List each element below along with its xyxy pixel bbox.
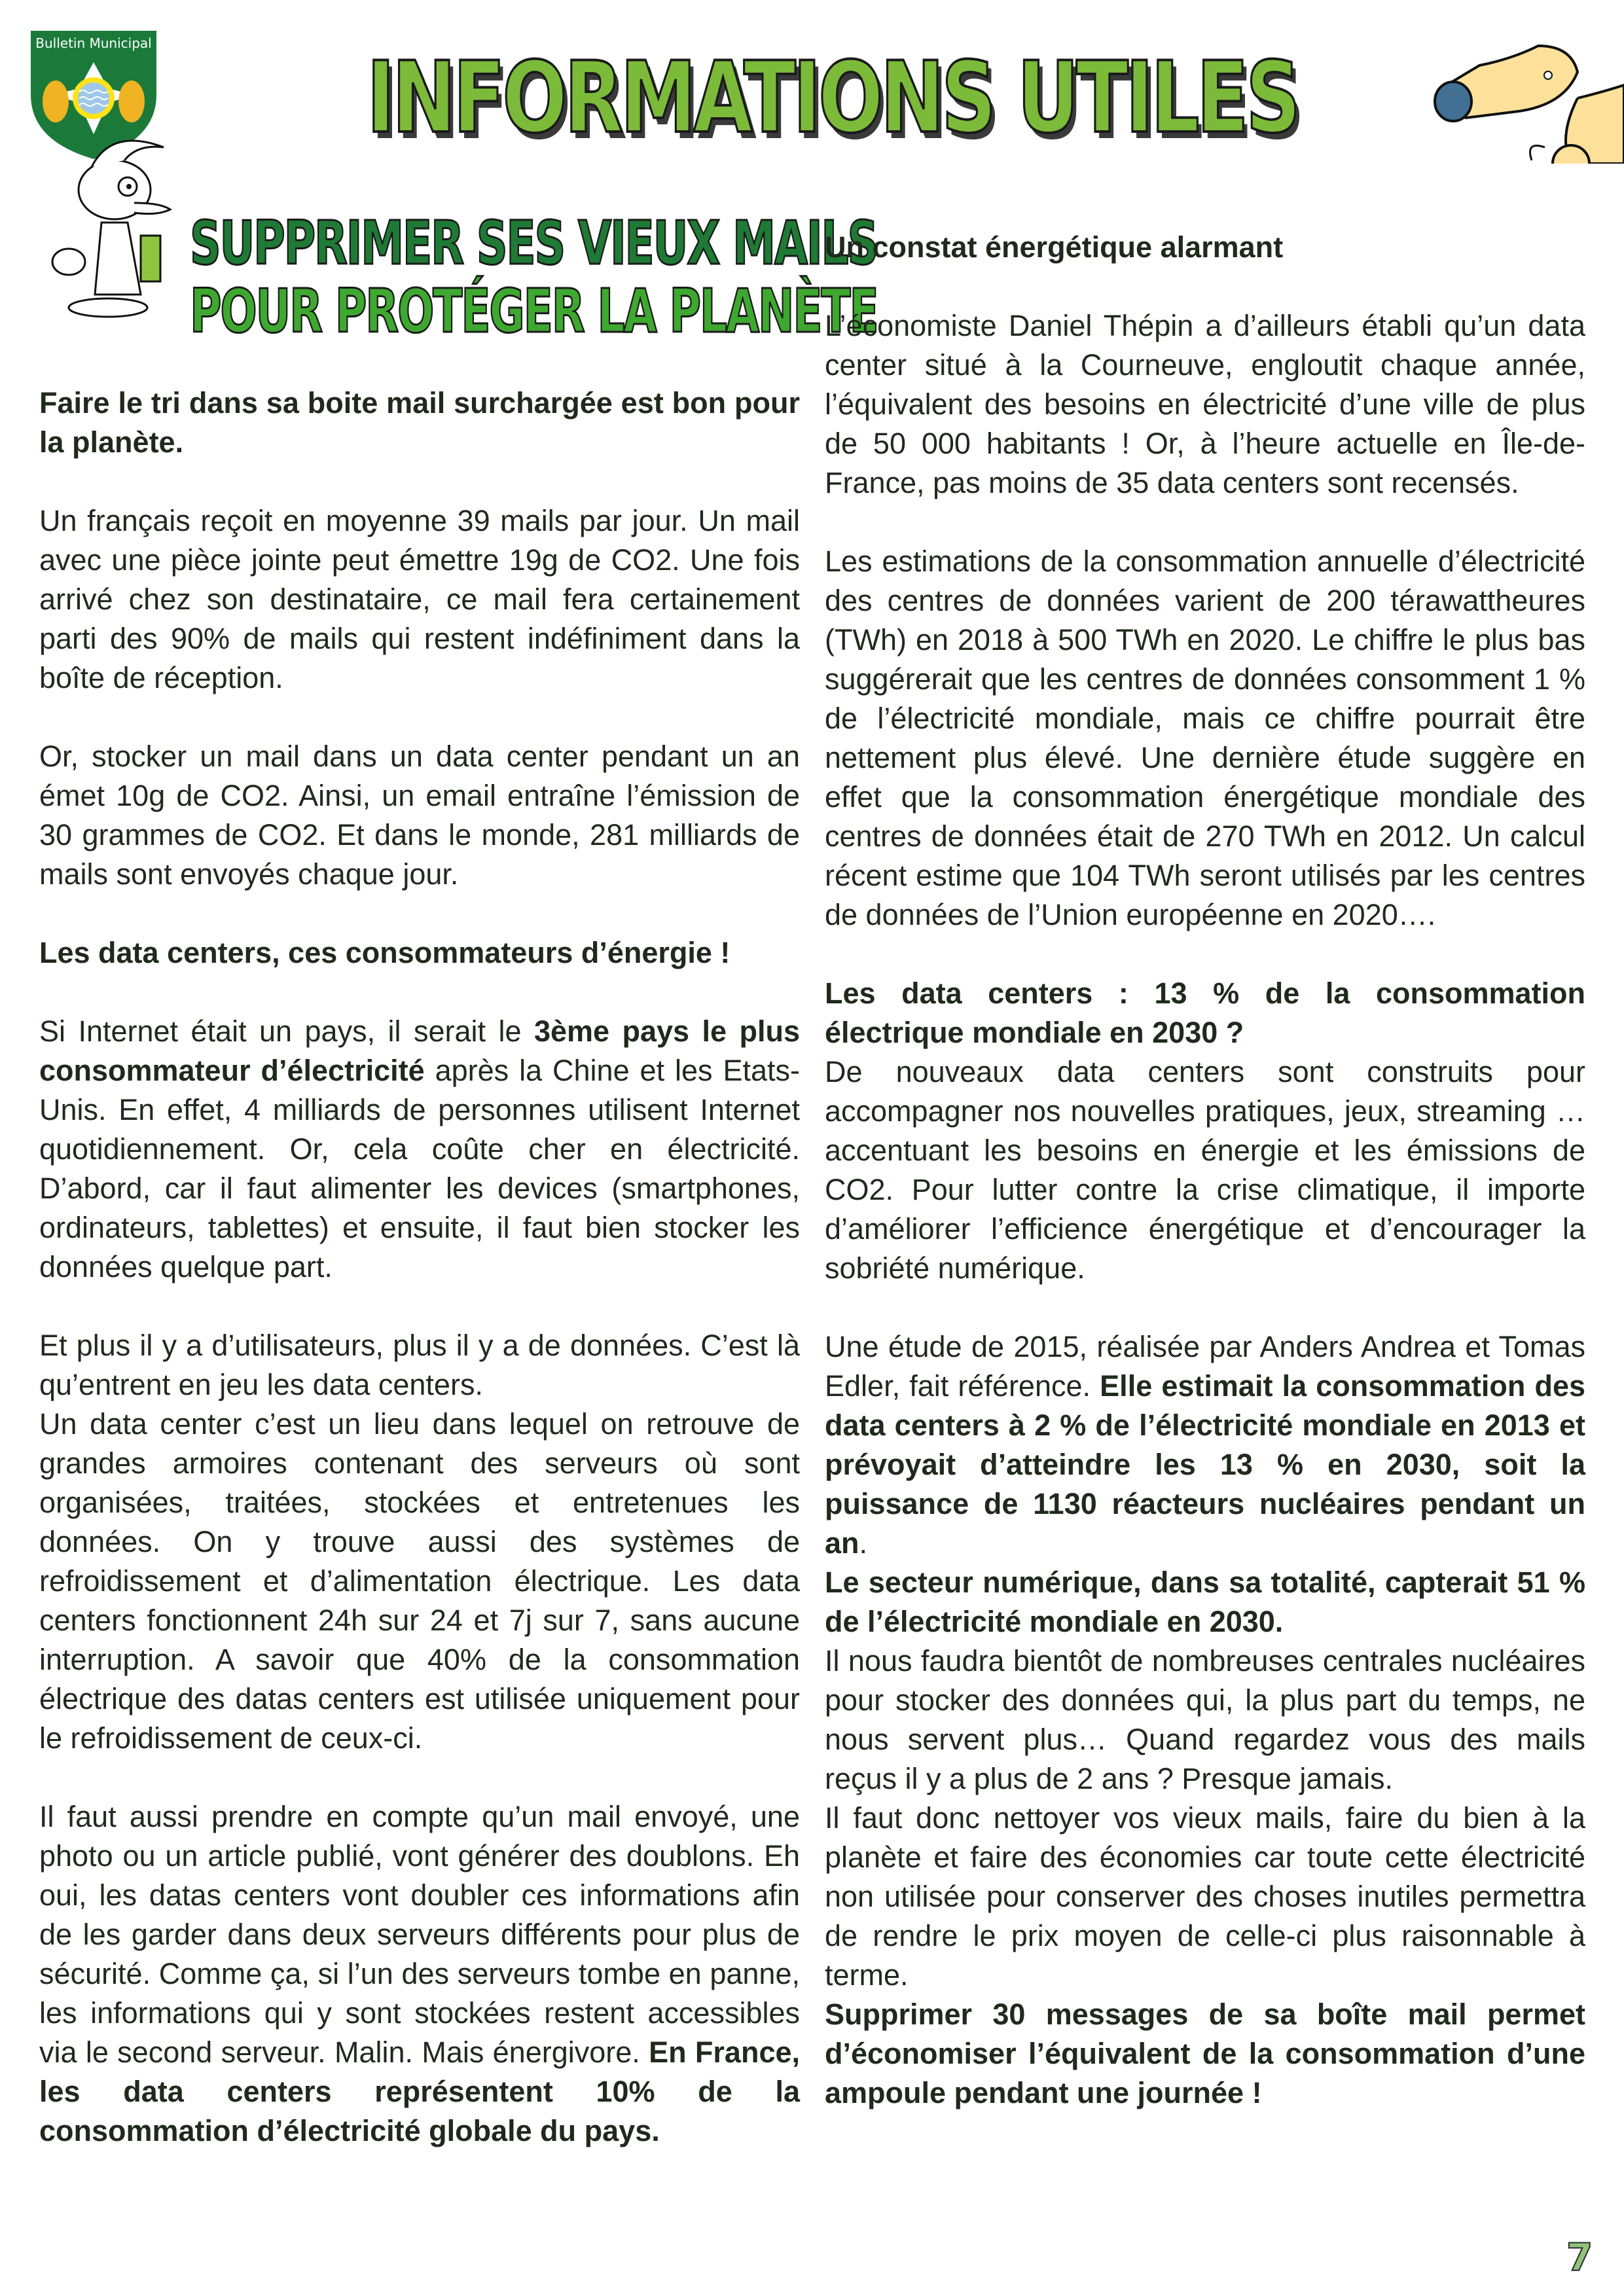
text-run: .: [859, 1526, 868, 1560]
left-column: [39, 384, 800, 2151]
section-heading: Les data centers, ces consommateurs d’énergie !: [39, 936, 731, 969]
page-number: 7: [1566, 2235, 1593, 2280]
highlight-paragraph: Le secteur numérique, dans sa totalité, capterait 51 % de l’électricité mondiale en 2030.: [825, 1566, 1585, 1638]
page-title: INFORMATIONS UTILES: [367, 41, 1298, 155]
bold-text-run: Elle estimait la consommation des data centers à 2 % de l’électricité mondiale en 2013 et prévoyait d’atteindre les 13 % en 2030, soit la puissance de 1130 réacteurs nucléaires pendant un an: [825, 1369, 1585, 1560]
paragraph: Un français reçoit en moyenne 39 mails par jour. Un mail avec une pièce jointe peut émettre 19g de CO2. Une fois arrivé chez son destinataire, ce mail fera certainement parti des 90% de mails qui restent indéfiniment dans la boîte de réception.: [39, 504, 800, 694]
text-run: Une étude de 2015, réalisée par Anders Andrea et Tomas Edler, fait référence.: [825, 1330, 1585, 1403]
paragraph: [825, 1327, 1585, 1563]
paragraph: Les estimations de la consommation annuelle d’électricité des centres de données varient de 200 térawattheures (TWh) en 2018 à 500 TWh en 2020. Le chiffre le plus bas suggérerait que les centres de données consomment 1 % de l’électricité mondiale, mais ce chiffre pourrait être nettement plus élevé. Une dernière étude suggère en effet que la consommation énergétique mondiale des centres de données était de 270 TWh en 2012. Un calcul récent estime que 104 TWh seront utilisés par les centres de données de l’Union européenne en 2020….: [825, 545, 1585, 931]
paragraph: Il nous faudra bientôt de nombreuses centrales nucléaires pour stocker des données qui, la plus part du temps, ne nous servent plus… Quand regardez vous des mails reçus il y a plus de 2 ans ? Presque jamais.: [825, 1644, 1585, 1795]
closing-highlight: Supprimer 30 messages de sa boîte mail permet d’économiser l’équivalent de la consommation d’une ampoule pendant une journée !: [825, 1998, 1585, 2109]
right-column: [825, 228, 1585, 2113]
text-run: Si Internet était un pays, il serait le: [39, 1014, 534, 1048]
article-title-line-2: POUR PROTÉGER LA PLANÈTE: [190, 276, 878, 346]
paragraph: Un data center c’est un lieu dans lequel on retrouve de grandes armoires contenant des serveurs où sont organisées, traitées, stockées et entretenues les données. On y trouve aussi des systèmes de refroidissement et d’alimentation électrique. Les data centers fonctionnent 24h sur 24 et 7j sur 7, sans aucune interruption. A savoir que 40% de la consommation électrique des datas centers est utilisée uniquement pour le refroidissement de ceux-ci.: [39, 1407, 800, 1755]
paragraph: [39, 1797, 800, 2151]
mascot-illustration: [29, 105, 180, 321]
dog-illustration: [1414, 33, 1624, 164]
section-heading: Les data centers : 13 % de la consommation électrique mondiale en 2030 ?: [825, 977, 1585, 1049]
text-run: après la Chine et les Etats-Unis. En effet, 4 milliards de personnes utilisent Internet quotidiennement. Or, cela coûte cher en électricité. D’abord, car il faut alimenter les devices (smartphones, ordinateurs, tablettes) et ensuite, il faut bien stocker les données quelque part.: [39, 1054, 800, 1283]
section-heading: Un constat énergétique alarmant: [825, 230, 1284, 264]
paragraph: Il faut donc nettoyer vos vieux mails, faire du bien à la planète et faire des économies car toute cette électricité non utilisée pour conserver des choses inutiles permettra de rendre le prix moyen de celle-ci plus raisonnable à terme.: [825, 1801, 1585, 1992]
article-title: [190, 208, 878, 346]
paragraph: [39, 1012, 800, 1287]
paragraph: L’économiste Daniel Thépin a d’ailleurs établi qu’un data center situé à la Courneuve, engloutit chaque année, l’équivalent des besoins en électricité d’une ville de plus de 50 000 habitants ! Or, à l’heure actuelle en Île-de-France, pas moins de 35 data centers sont recensés.: [825, 309, 1585, 499]
lead-paragraph: Faire le tri dans sa boite mail surchargée est bon pour la planète.: [39, 386, 800, 459]
crest-label: Bulletin Municipal: [35, 35, 152, 51]
article-title-line-1: SUPPRIMER SES VIEUX MAILS: [190, 208, 878, 278]
text-run: Il faut aussi prendre en compte qu’un mail envoyé, une photo ou un article publié, vont générer des doublons. Eh oui, les datas centers vont doubler ces informations afin de les garder dans deux serveurs différents pour plus de sécurité. Comme ça, si l’un des serveurs tombe en panne, les informations qui y sont stockées restent accessibles via le second serveur. Malin. Mais énergivore.: [39, 1800, 800, 2069]
paragraph: Et plus il y a d’utilisateurs, plus il y a de données. C’est là qu’entrent en jeu les data centers.: [39, 1329, 800, 1401]
paragraph: Or, stocker un mail dans un data center pendant un an émet 10g de CO2. Ainsi, un email entraîne l’émission de 30 grammes de CO2. Et dans le monde, 281 milliards de mails sont envoyés chaque jour.: [39, 740, 800, 891]
bold-text-run: En France, les data centers représentent 10% de la consommation d’électricité globale du pays.: [39, 2036, 800, 2147]
paragraph: De nouveaux data centers sont construits pour accompagner nos nouvelles pratiques, jeux, streaming … accentuant les besoins en énergie et les émissions de CO2. Pour lutter contre la crise climatique, il importe d’améliorer l’efficience énergétique et d’encourager la sobriété numérique.: [825, 1055, 1585, 1285]
bold-text-run: 3ème pays le plus consommateur d’électricité: [39, 1014, 801, 1087]
